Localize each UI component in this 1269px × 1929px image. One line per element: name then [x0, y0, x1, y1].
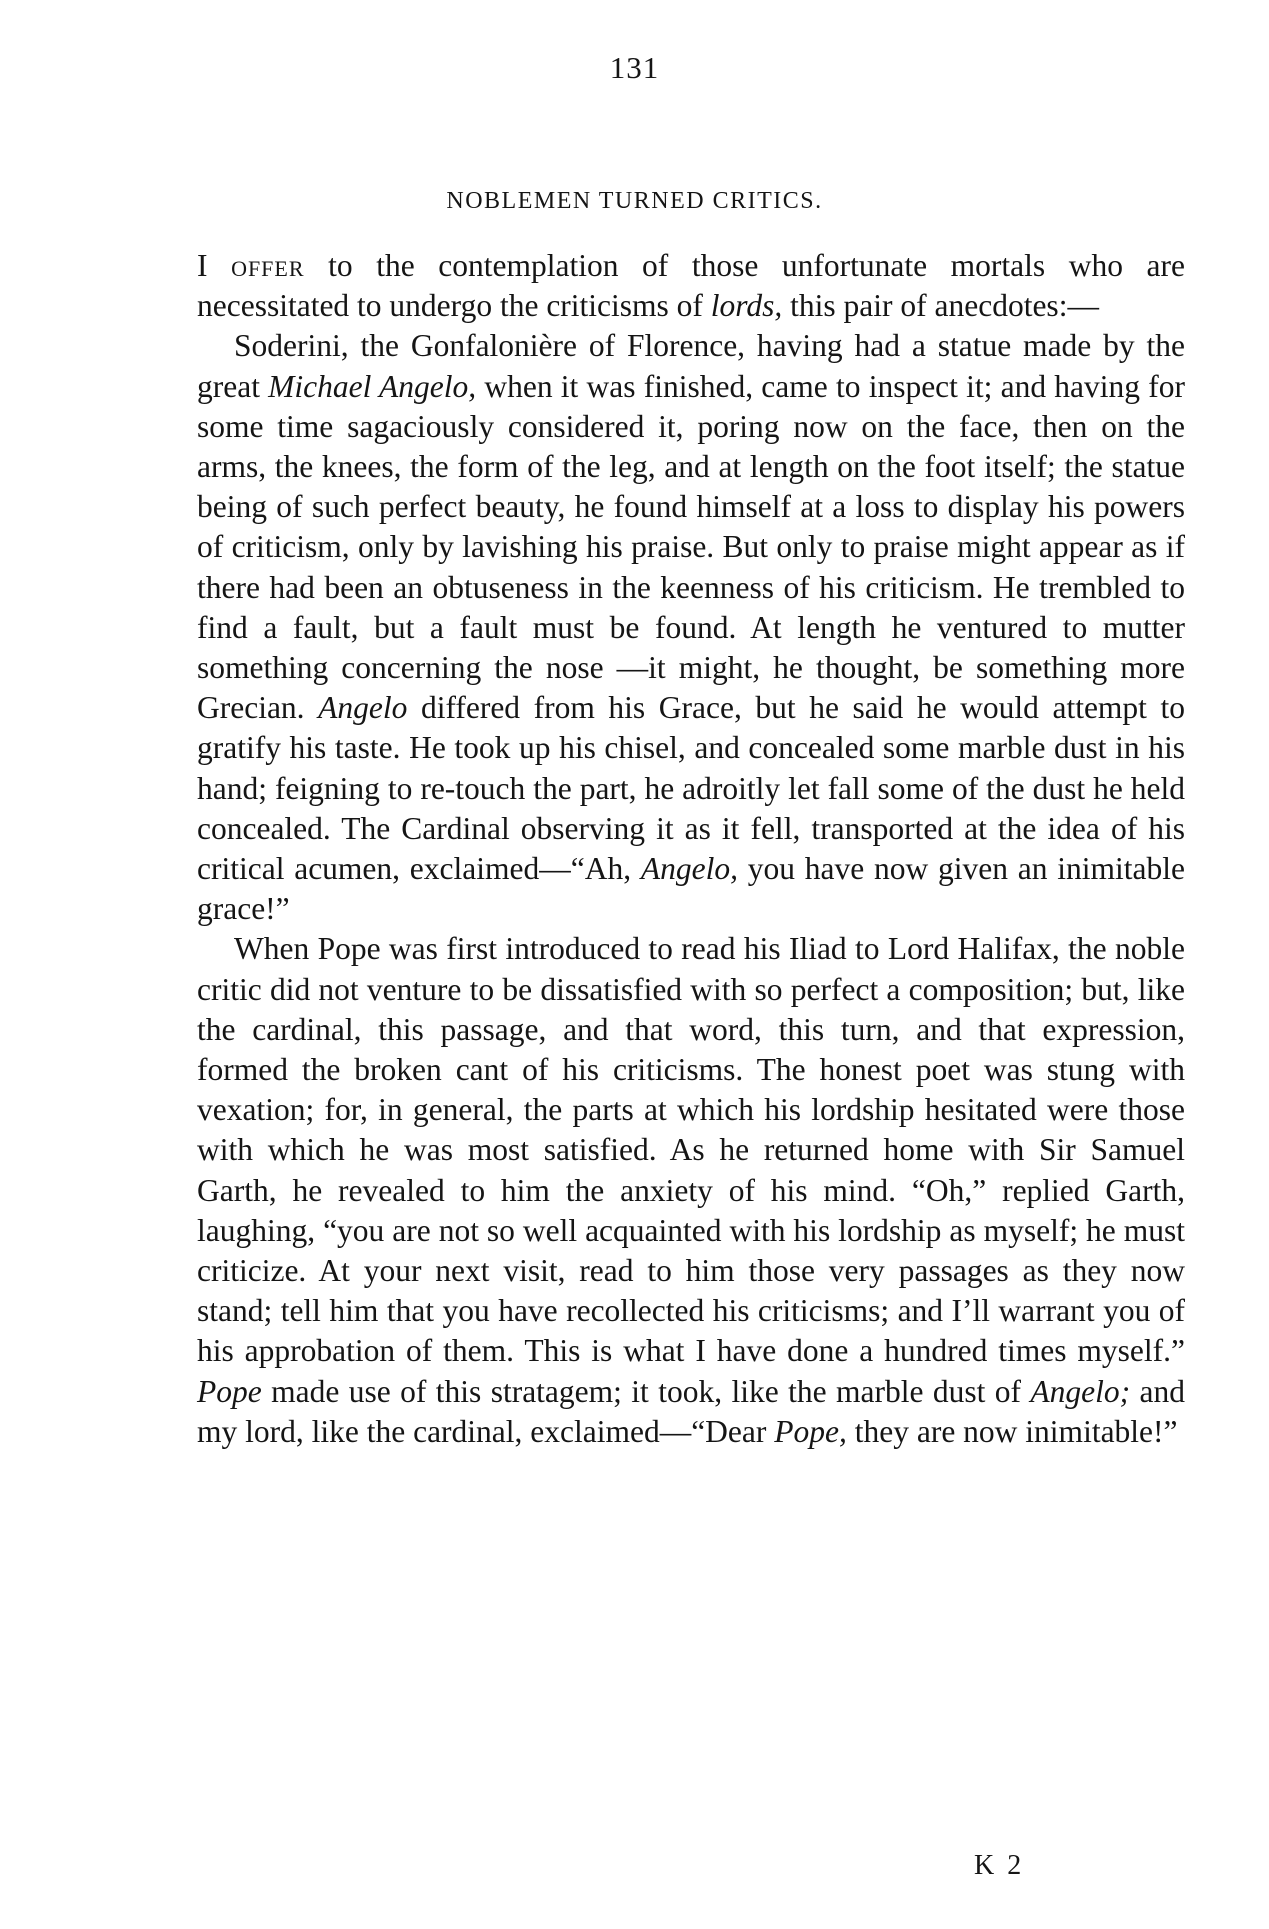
emphasis-pope: Pope [197, 1373, 262, 1409]
paragraph-3-text-a: When Pope was first introduced to read his Iliad to Lord Halifax, the noble critic did not venture to be dissatisfied with so perfect a composition; but, like the cardinal, this passage, and that word, this turn, and that expression, formed the broken cant of his criticisms. The honest poet was stung with vexation; for, in general, the parts at which his lordship hesitated were those with which he was most satisfied. As he returned home with Sir Samuel Garth, he revealed to him the anxiety of his mind. “Oh,” replied Garth, laughing, “you are not so well acquainted with his lordship as myself; he must criticize. At your next visit, read to him those very passages as they now stand; tell him that you have recollected his criticisms; and I’ll warrant you of his approbation of them. This is what I have done a hundred times myself.” [197, 931, 1185, 1369]
paragraph-2-text-a: Soderini, the Gonfalonière of Florence, having had a statue made by the great [197, 328, 1185, 404]
paragraph-3-text-b: made use of this stratagem; it took, like the marble dust of [261, 1373, 1031, 1409]
paragraph-1-text-a: to the contemplation of those unfortunate mortals who are necessitated to undergo the criticisms of [197, 248, 1185, 324]
paragraph-1-text-b: this pair of anecdotes:— [782, 288, 1099, 324]
opening-word: offer [231, 248, 305, 283]
emphasis-pope: Pope, [774, 1413, 847, 1449]
emphasis-michael-angelo: Michael Angelo, [268, 368, 477, 404]
emphasis-angelo: Angelo; [1030, 1373, 1131, 1409]
emphasis-lords: lords, [710, 288, 783, 324]
paragraph-3-text-c: and my lord, like the cardinal, exclaimed—“Dear [197, 1373, 1185, 1449]
chapter-heading: NOBLEMEN TURNED CRITICS. [446, 188, 823, 214]
paragraph-3-text-d: they are now inimitable!” [846, 1413, 1178, 1449]
body-text [197, 246, 1185, 1452]
paragraph-2-text-b: when it was finished, came to inspect it; and having for some time sagaciously considered it, poring now on the face, then on the arms, the knees, the form of the leg, and at length on the foot itself; the statue being of such perfect beauty, he found himself at a loss to display his powers of criticism, only by lavishing his praise. But only to praise might appear as if there had been an obtuseness in the keenness of his criticism. He trembled to find a fault, but a fault must be found. At length he ventured to mutter something concerning the nose —it might, he thought, be something more Grecian. [197, 368, 1185, 726]
paragraph-1 [197, 246, 1185, 326]
paragraph-3 [197, 929, 1185, 1452]
paragraph-2-text-c: differed from his Grace, but he said he would attempt to gratify his taste. He took up his chisel, and concealed some marble dust in his hand; feigning to re-touch the part, he adroitly let fall some of the dust he held concealed. The Cardinal observing it as it fell, transported at the idea of his critical acumen, exclaimed—“Ah, [197, 690, 1186, 887]
emphasis-angelo: Angelo, [640, 851, 738, 887]
emphasis-angelo: Angelo [318, 690, 408, 726]
signature-mark: K 2 [974, 1850, 1025, 1881]
page-number: 131 [609, 50, 660, 85]
paragraph-2-text-d: you have now given an inimitable grace!” [197, 851, 1185, 927]
dropcap: I [197, 248, 232, 283]
paragraph-2 [197, 326, 1185, 929]
